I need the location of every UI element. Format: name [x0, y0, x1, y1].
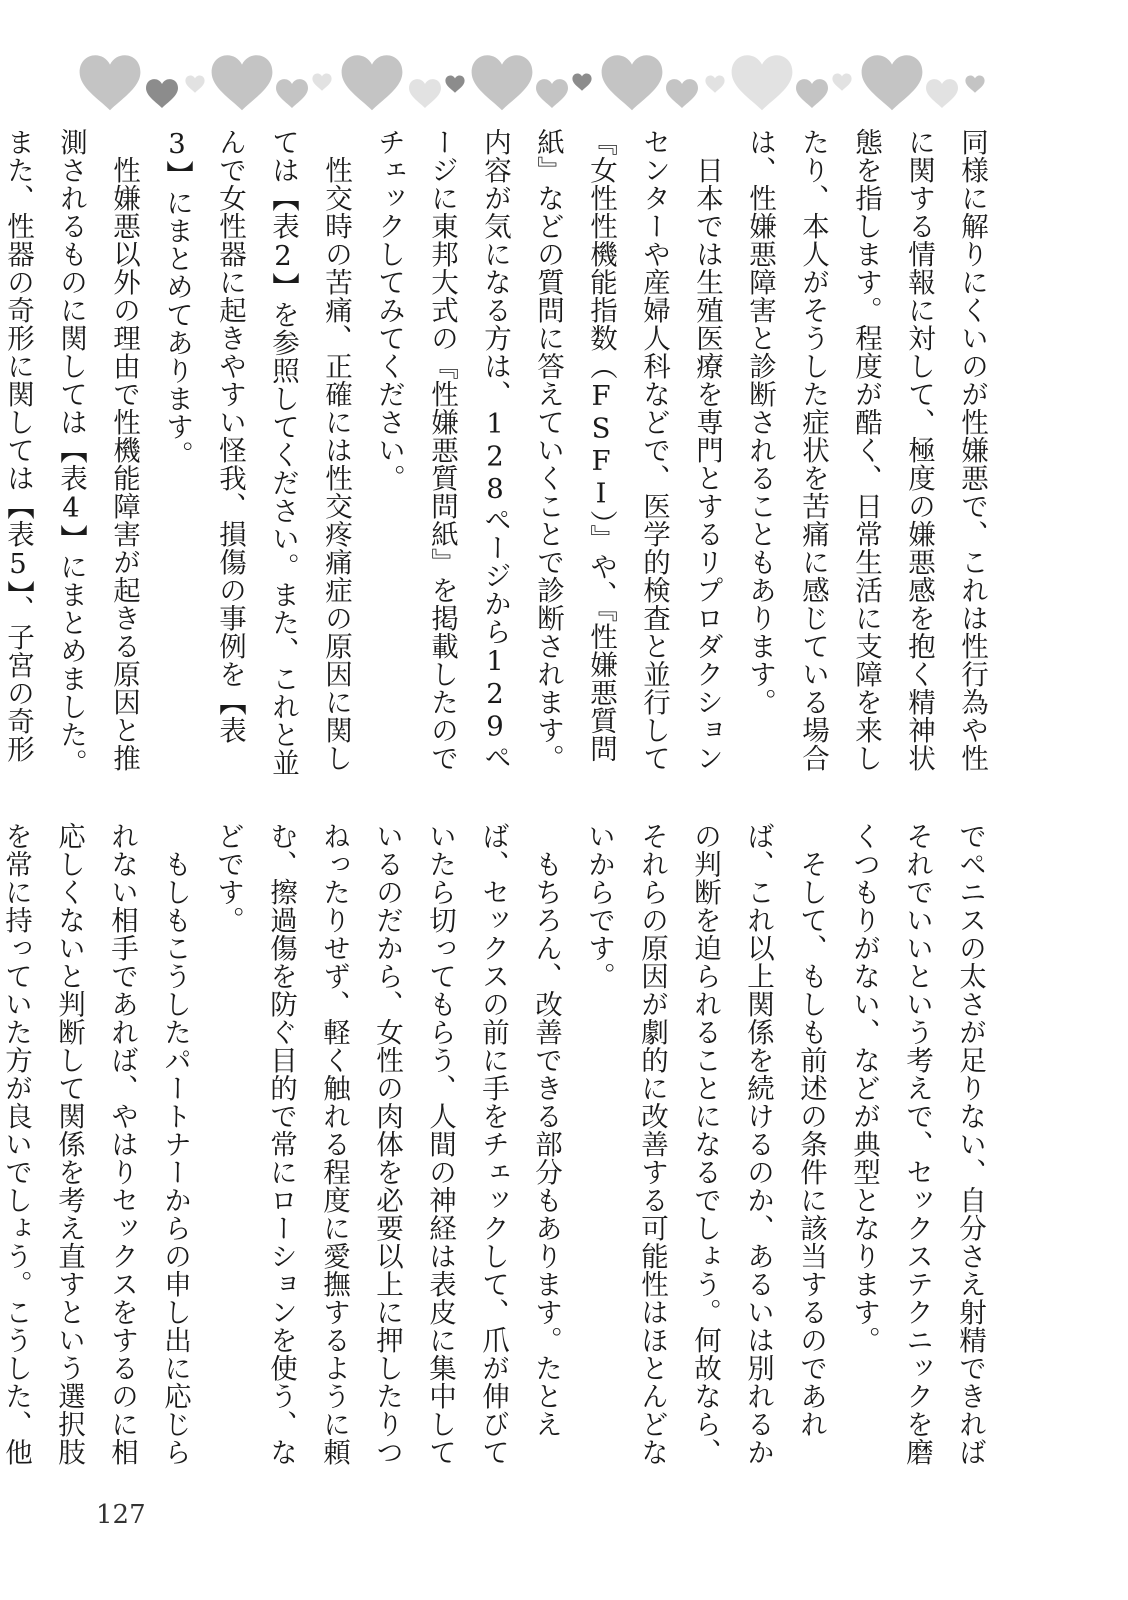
heart-icon [472, 55, 533, 110]
heart-icon [666, 79, 698, 108]
heart-decoration-strip [70, 40, 1030, 120]
heart-icon [862, 55, 923, 110]
paragraph: 性交時の苦痛、正確には性交疼痛症の原因に関しては【表2】を参照してください。また、これと並んで女性器に起きやすい怪我、損傷の事例を【表3】にまとめてあります。 [161, 128, 352, 777]
heart-icon [536, 79, 568, 108]
heart-icon [965, 75, 984, 92]
heart-icon [342, 55, 403, 110]
paragraph: もしもこうしたパートナーからの申し出に応じられない相手であれば、やはりセックスをするのに相応しくないと判断して関係を考え直すという選択肢を常に持っていた方が良いでしょう。こうした、他 [0, 822, 191, 1466]
heart-icon [212, 55, 273, 110]
paragraph: 同様に解りにくいのが性嫌悪で、これは性行為や性に関する情報に対して、極度の嫌悪感を抱く精神状態を指します。程度が酷く、日常生活に支障を来したり、本人がそうした症状を苦痛に感じている場合は、性嫌悪障害と診断されることもあります。 [744, 128, 988, 772]
heart-icon [185, 75, 204, 92]
heart-icon [312, 73, 331, 90]
heart-icon [445, 75, 464, 92]
hearts-icon [70, 40, 1030, 120]
paragraph: 性嫌悪以外の理由で性機能障害が起きる原因と推測されるものに関しては【表4】にまとめました。また、性器の奇形に関しては【表5】、子宮の奇形 [2, 128, 140, 777]
paragraph: 日本では生殖医療を専門とするリプロダクションセンターや産婦人科などで、医学的検査と並行して『女性性機能指数（FSFI）』や、『性嫌悪質問紙』などの質問に答えていくことで診断されます。内容が気になる方は、128ページから129ページに東邦大式の『性嫌悪質問紙』を掲載したのでチェックしてみてください。 [373, 128, 723, 772]
lower-text-block [0, 822, 996, 1482]
heart-icon [926, 79, 958, 108]
heart-icon [705, 75, 724, 92]
heart-icon [602, 55, 663, 110]
page-number: 127 [96, 1500, 146, 1530]
heart-icon [409, 79, 441, 108]
heart-icon [572, 73, 591, 90]
heart-icon [732, 55, 793, 110]
upper-text-block [0, 128, 998, 788]
heart-icon [146, 79, 178, 108]
paragraph: でペニスの太さが足りない、自分さえ射精できればそれでいいという考えで、セックステクニックを磨くつもりがない、などが典型となります。 [848, 822, 986, 1466]
paragraph: そして、もしも前述の条件に該当するのであれば、これ以上関係を続けるのか、あるいは別れるかの判断を迫られることになるでしょう。何故なら、それらの原因が劇的に改善する可能性はほとんどないからです。 [583, 822, 827, 1466]
heart-icon [80, 55, 141, 110]
heart-icon [276, 79, 308, 108]
heart-icon [796, 79, 828, 108]
heart-icon [832, 73, 851, 90]
paragraph: もちろん、改善できる部分もあります。たとえば、セックスの前に手をチェックして、爪が伸びていたら切ってもらう、人間の神経は表皮に集中しているのだから、女性の肉体を必要以上に押したりつねったりせず、軽く触れる程度に愛撫するように頼む、擦過傷を防ぐ目的で常にローションを使う、などです。 [212, 822, 562, 1466]
